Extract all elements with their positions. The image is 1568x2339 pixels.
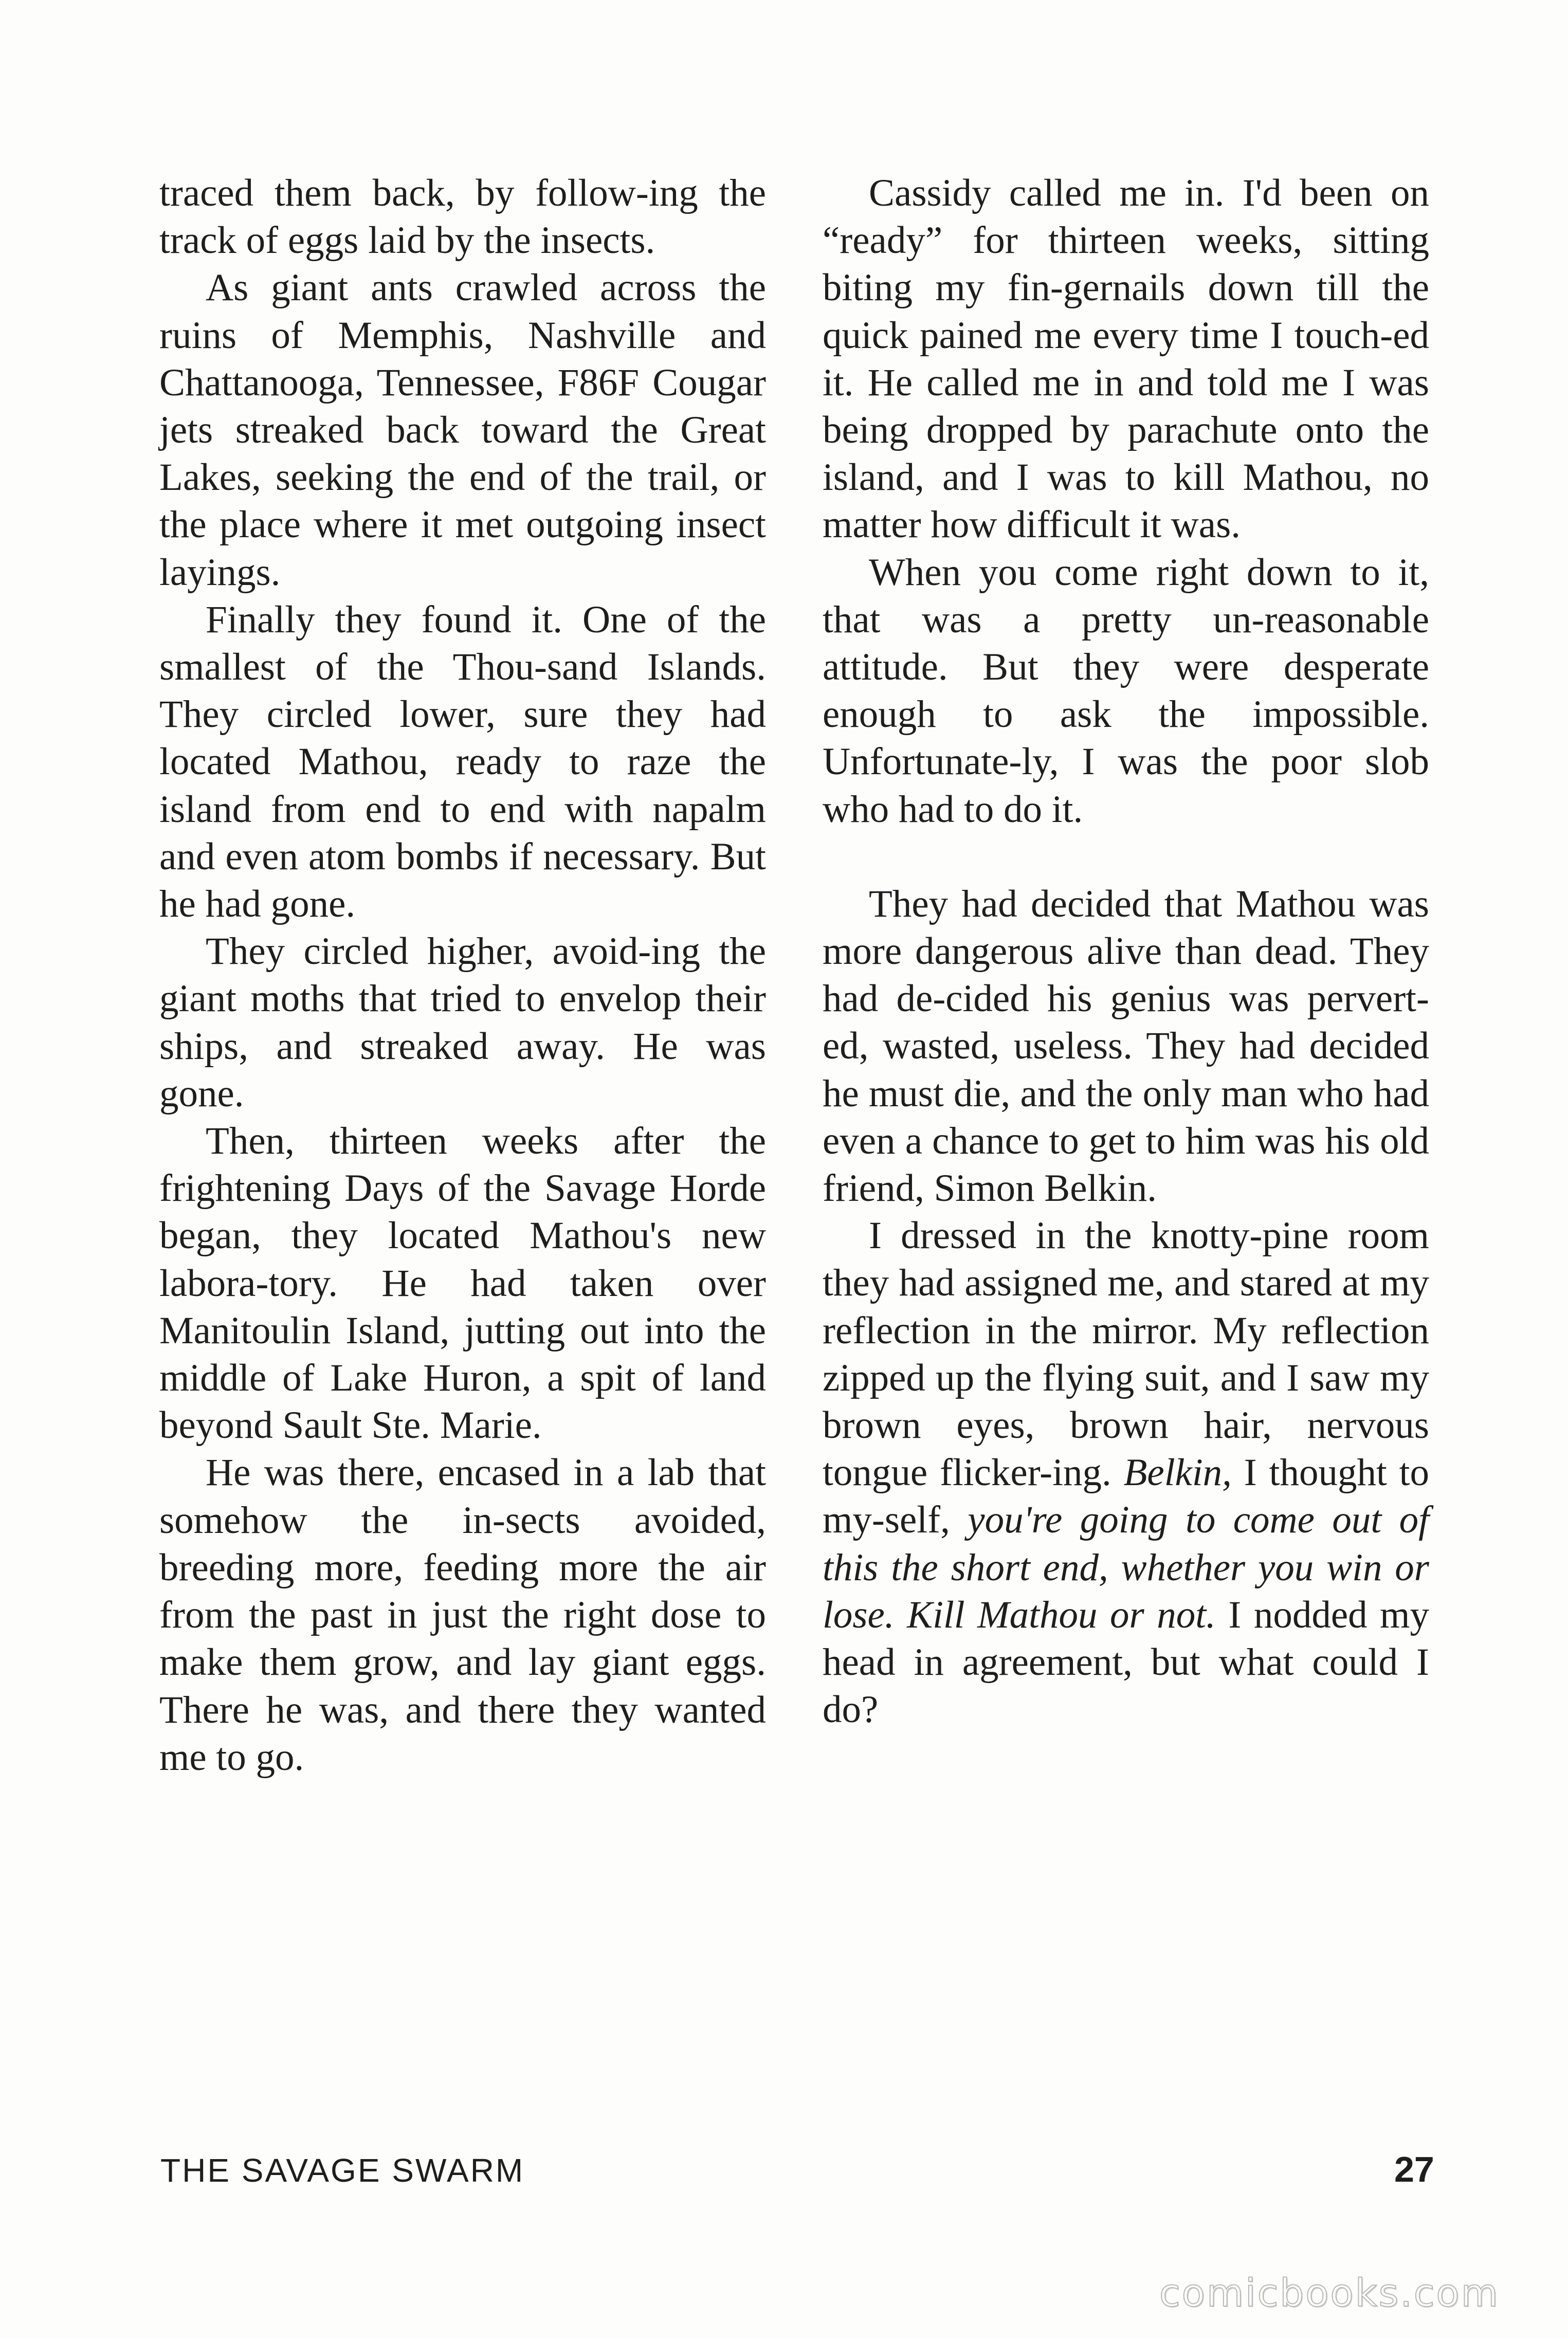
- paragraph: Cassidy called me in. I'd been on “ready” for thirteen weeks, sitting biting my fin-gernails down till the quick pained me every time I touch-ed it. He called me in and told me I was being dropped by parachute onto the island, and I was to kill Mathou, no matter how difficult it was.: [823, 172, 1429, 546]
- paragraph: [823, 1212, 1429, 1733]
- page-number: 27: [1394, 2149, 1434, 2189]
- paragraph: As giant ants crawled across the ruins of Memphis, Nashville and Chattanooga, Tennessee, F86F Cougar jets streaked back toward the Great Lakes, seeking the end of the trail, or the place where it met outgoing insect layings.: [159, 266, 766, 594]
- paragraph: traced them back, by follow-ing the track of eggs laid by the insects.: [159, 172, 766, 262]
- italic-text-run: Belkin,: [1123, 1451, 1232, 1494]
- paragraph: He was there, encased in a lab that somehow the in-sects avoided, breeding more, feeding more the air from the past in just the right dose to make them grow, and lay giant eggs. There he was, and there they wanted me to go.: [159, 1451, 766, 1779]
- italic-text-run: you're going to come out of this the short end, whether you win or lose. Kill Mathou or not.: [823, 1499, 1429, 1636]
- text-run: I nodded my head in agreement, but what could I do?: [823, 1593, 1430, 1731]
- watermark: comicbooks.com: [1159, 2271, 1500, 2315]
- paragraph: Finally they found it. One of the smallest of the Thou-sand Islands. They circled lower, sure they had located Mathou, ready to raze the island from end to end with napalm and even atom bombs if necessary. But he had gone.: [159, 598, 766, 926]
- left-text-column: [159, 170, 766, 1781]
- running-footer-title: THE SAVAGE SWARM: [160, 2152, 525, 2189]
- paragraph: They circled higher, avoid-ing the giant moths that tried to envelop their ships, and streaked away. He was gone.: [159, 930, 766, 1115]
- text-run: I dressed in the knotty-pine room they had assigned me, and stared at my reflection in the mirror. My reflection zipped up the flying suit, and I saw my brown eyes, brown hair, nervous tongue flicker-ing.: [823, 1214, 1429, 1494]
- paragraph: Then, thirteen weeks after the frightening Days of the Savage Horde began, they located Mathou's new labora-tory. He had taken over Manitoulin Island, jutting out into the middle of Lake Huron, a spit of land beyond Sault Ste. Marie.: [159, 1120, 766, 1447]
- paragraph: They had decided that Mathou was more dangerous alive than dead. They had de-cided his genius was pervert-ed, wasted, useless. They had decided he must die, and the only man who had even a chance to get to him was his old friend, Simon Belkin.: [823, 882, 1429, 1210]
- right-text-column: [823, 170, 1429, 1734]
- text-run: I thought to my-self,: [823, 1451, 1429, 1542]
- paragraph: When you come right down to it, that was a pretty un-reasonable attitude. But they were desperate enough to ask the impossible. Unfortunate-ly, I was the poor slob who had to do it.: [823, 551, 1429, 831]
